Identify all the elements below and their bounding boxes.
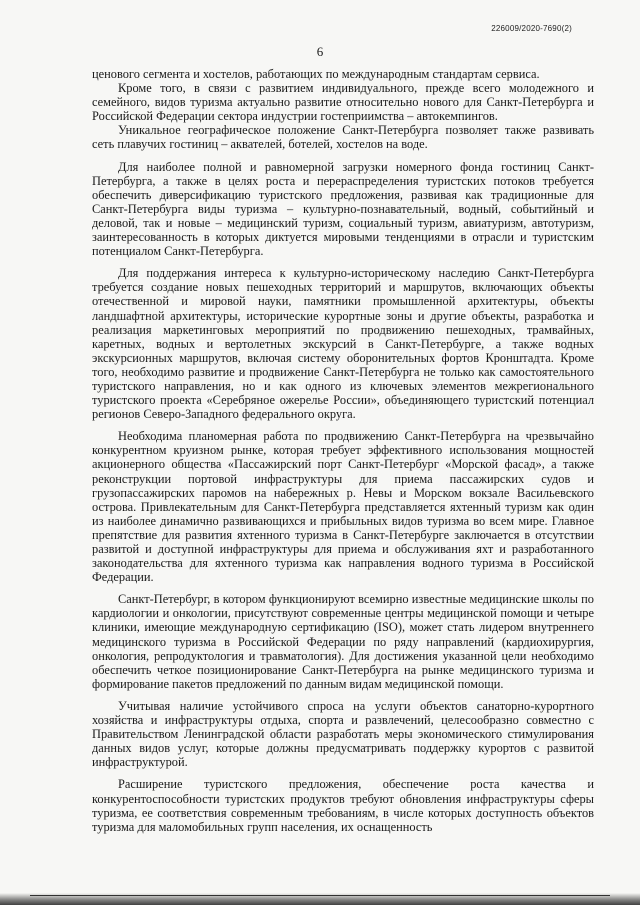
scan-edge-shadow — [0, 893, 640, 905]
paragraph: Для наиболее полной и равномерной загрузки номерного фонда гостиниц Санкт-Петербурга, а также в целях роста и перераспределения туристских потоков требуется обеспечить диверсификацию туристского предложения, развивая как традиционные для Санкт-Петербурга виды туризма – культурно-познавательный, водный, событийный и деловой, так и новые – медицинский туризм, социальный туризм, авиатуризм, автотуризм, заинтересованность в которых диктуется мировыми тенденциями в отрасли и туристским потенциалом Санкт-Петербурга. — [92, 159, 594, 259]
document-body — [92, 67, 594, 834]
paragraph-continuation: ценового сегмента и хостелов, работающих по международным стандартам сервиса. — [92, 67, 540, 81]
document-number: 226009/2020-7690(2) — [491, 24, 572, 33]
paragraph: Уникальное географическое положение Санкт-Петербурга позволяет также развивать сеть плавучих гостиниц – аквателей, ботелей, хостелов на воде. — [92, 123, 594, 152]
paragraph: Санкт-Петербург, в котором функционируют всемирно известные медицинские школы по кардиологии и онкологии, присутствуют современные центры медицинской помощи и четыре клиники, имеющие международную сертификацию (ISO), может стать лидером внутреннего медицинского туризма в Российской Федерации по ряду направлений (кардиохирургия, онкология, репродуктология и травматология). Для достижения указанной цели необходимо обеспечить четкое позиционирование Санкт-Петербурга на рынке медицинского туризма и формирование пакетов предложений по данным видам медицинской помощи. — [92, 592, 594, 691]
paragraph: Учитывая наличие устойчивого спроса на услуги объектов санаторно-курортного хозяйства и инфраструктуры отдыха, спорта и развлечений, целесообразно совместно с Правительством Ленинградской области разработать меры экономического стимулирования данных видов услуг, которые должны предусматривать поддержку курортов с развитой инфраструктурой. — [92, 698, 594, 770]
paragraph: Расширение туристского предложения, обеспечение роста качества и конкурентоспособности туристских продуктов требуют обновления инфраструктуры сферы туризма, ее соответствия современным требованиям, в числе которых доступность объектов туризма для маломобильных групп населения, их оснащенность — [92, 777, 594, 834]
page-number: 6 — [316, 44, 324, 59]
paragraph: Для поддержания интереса к культурно-историческому наследию Санкт-Петербурга требуется создание новых пешеходных территорий и маршрутов, включающих объекты отечественной и мировой науки, памятники промышленной архитектуры, объекты ландшафтной архитектуры, исторические курортные зоны и другие объекты, разработка и реализация маркетинговых мероприятий по продвижению пешеходных, трамвайных, каретных, водных и вертолетных экскурсий в Санкт-Петербурге, а также водных экскурсионных маршрутов, включая систему оборонительных фортов Кронштадта. Кроме того, необходимо развитие и продвижение Санкт-Петербурга не только как самостоятельного туристского направления, но и как одного из ключевых элементов межрегионального туристского проекта «Серебряное ожерелье России», объединяющего туристский потенциал регионов Северо-Западного федерального округа. — [92, 266, 594, 422]
paragraph: Кроме того, в связи с развитием индивидуального, прежде всего молодежного и семейного, видов туризма актуально развитие относительно нового для Санкт-Петербурга и Российской Федерации сектора индустрии гостеприимства – автокемпингов. — [92, 81, 594, 124]
paragraph: Необходима планомерная работа по продвижению Санкт-Петербурга на чрезвычайно конкурентном круизном рынке, которая требует эффективного использования мощностей акционерного общества «Пассажирский порт Санкт-Петербург «Морской фасад», а также реконструкции портовой инфраструктуры для приема пассажирских судов и грузопассажирских паромов на набережных р. Невы и Морском вокзале Васильевского острова. Привлекательным для Санкт-Петербурга представляется яхтенный туризм как один из наиболее динамично развивающихся и прибыльных видов туризма во всем мире. Главное препятствие для развития яхтенного туризма в Санкт-Петербурге заключается в отсутствии развитой и доступной инфраструктуры для приема и обслуживания яхт и разработанного законодательства для яхтенного туризма как направления водного туризма в Российской Федерации. — [92, 429, 594, 585]
